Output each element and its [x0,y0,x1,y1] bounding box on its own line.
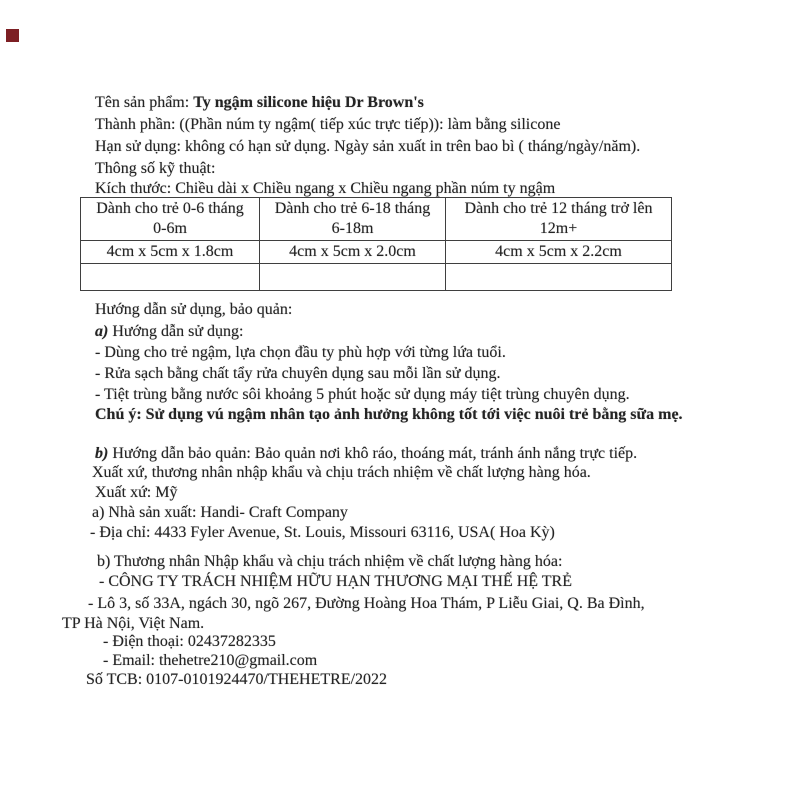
age-code-label: 0-6m [153,220,187,237]
empty-cell [81,264,260,291]
usage-heading: Hướng dẫn sử dụng, bảo quản: [95,301,293,318]
importer-name: - CÔNG TY TRÁCH NHIỆM HỮU HẠN THƯƠNG MẠI THẾ HỆ TRẺ [99,573,572,590]
table-header-cell [81,198,260,241]
usage-bullet: - Rửa sạch bằng chất tẩy rửa chuyên dụng sau mỗi lần sử dụng. [95,365,501,382]
usage-sub-b-text: Hướng dẫn bảo quản: Bảo quản nơi khô ráo, thoáng mát, tránh ánh nắng trực tiếp. [112,445,638,462]
table-empty-row [81,264,672,291]
importer-heading: b) Thương nhân Nhập khẩu và chịu trách nhiệm về chất lượng hàng hóa: [97,553,563,570]
specs-heading: Thông số kỹ thuật: [95,160,216,177]
phone-line: - Điện thoại: 02437282335 [103,633,276,650]
product-name-line [95,92,424,113]
usage-bullet: - Dùng cho trẻ ngậm, lựa chọn đầu ty phù hợp với từng lứa tuổi. [95,344,506,361]
importer-address-line2: TP Hà Nội, Việt Nam. [62,615,205,632]
age-range-label: Dành cho trẻ 6-18 tháng [274,200,431,217]
registration-line: Số TCB: 0107-0101924470/THEHETRE/2022 [86,671,388,688]
size-table [80,197,672,291]
usage-sub-a-label: a) [95,323,113,340]
table-header-cell [260,198,446,241]
manufacturer-address: - Địa chỉ: 4433 Fyler Avenue, St. Louis, Missouri 63116, USA( Hoa Kỳ) [90,524,555,541]
usage-sub-a-text: Hướng dẫn sử dụng: [112,323,244,340]
usage-sub-b-label: b) [95,445,113,462]
dimensions-cell: 4cm x 5cm x 1.8cm [81,241,260,264]
size-heading: Kích thước: Chiều dài x Chiều ngang x Chiều ngang phần núm ty ngậm [95,180,556,197]
usage-sub-a [95,321,243,342]
product-name-value: Ty ngậm silicone hiệu Dr Brown's [193,94,424,111]
dimensions-cell: 4cm x 5cm x 2.2cm [446,241,672,264]
empty-cell [260,264,446,291]
table-header-cell [446,198,672,241]
empty-cell [446,264,672,291]
table-header-row [81,198,672,241]
email-line: - Email: thehetre210@gmail.com [103,652,318,669]
dimensions-cell: 4cm x 5cm x 2.0cm [260,241,446,264]
usage-note: Chú ý: Sử dụng vú ngậm nhân tạo ảnh hưởng không tốt tới việc nuôi trẻ bằng sữa mẹ. [95,406,683,423]
shelf-life-line: Hạn sử dụng: không có hạn sử dụng. Ngày sản xuất in trên bao bì ( tháng/ngày/năm). [95,138,641,155]
photo-marker [6,29,19,42]
manufacturer-line: a) Nhà sản xuất: Handi- Craft Company [92,504,348,521]
ingredients-line: Thành phần: ((Phần núm ty ngậm( tiếp xúc trực tiếp)): làm bằng silicone [95,116,561,133]
age-code-label: 6-18m [331,220,374,237]
origin-country: Xuất xứ: Mỹ [95,484,178,501]
origin-heading: Xuất xứ, thương nhân nhập khẩu và chịu trách nhiệm về chất lượng hàng hóa. [92,464,591,481]
age-range-label: Dành cho trẻ 12 tháng trở lên [464,200,653,217]
age-code-label: 12m+ [539,220,578,237]
usage-bullet: - Tiệt trùng bằng nước sôi khoảng 5 phút hoặc sử dụng máy tiệt trùng chuyên dụng. [95,386,630,403]
age-range-label: Dành cho trẻ 0-6 tháng [96,200,244,217]
usage-sub-b [95,443,637,464]
importer-address-line1: - Lô 3, số 33A, ngách 30, ngõ 267, Đường Hoàng Hoa Thám, P Liễu Giai, Q. Ba Đình, [88,595,645,612]
table-dimensions-row [81,241,672,264]
product-name-label: Tên sản phẩm: [95,94,194,111]
